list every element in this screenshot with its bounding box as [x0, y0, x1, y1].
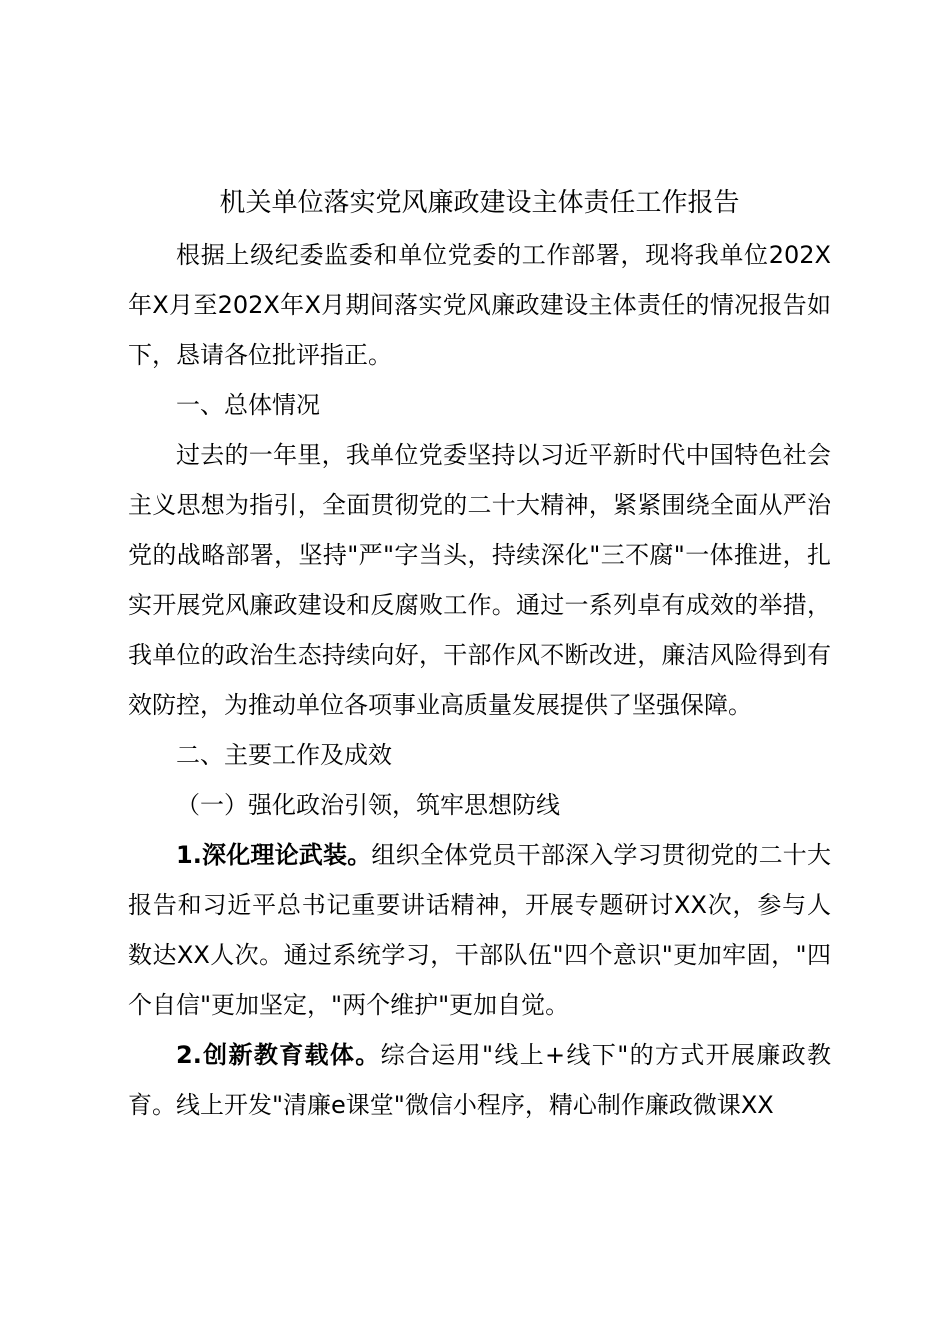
item-theory-paragraph	[128, 830, 831, 1030]
item-education-text: 综合运用"线上+线下"的方式开展廉政教育。线上开发"清廉e课堂"微信小程序，精心制作廉政微课XX	[128, 1041, 831, 1119]
item-theory-text: 组织全体党员干部深入学习贯彻党的二十大报告和习近平总书记重要讲话精神，开展专题研讨XX次，参与人数达XX人次。通过系统学习，干部队伍"四个意识"更加牢固，"四个自信"更加坚定，"两个维护"更加自觉。	[128, 841, 832, 1019]
overall-paragraph: 过去的一年里，我单位党委坚持以习近平新时代中国特色社会主义思想为指引，全面贯彻党的二十大精神，紧紧围绕全面从严治党的战略部署，坚持"严"字当头，持续深化"三不腐"一体推进，扎实开展党风廉政建设和反腐败工作。通过一系列卓有成效的举措，我单位的政治生态持续向好，干部作风不断改进，廉洁风险得到有效防控，为推动单位各项事业高质量发展提供了坚强保障。	[128, 441, 831, 719]
section-heading-main-work: 二、主要工作及成效	[176, 741, 392, 769]
section-heading-overall: 一、总体情况	[176, 391, 320, 419]
document-body	[128, 230, 831, 1130]
subheading-political-guidance: （一）强化政治引领，筑牢思想防线	[176, 791, 560, 819]
item-education-label: 2.创新教育载体。	[176, 1041, 381, 1069]
item-theory-label: 1.深化理论武装。	[176, 841, 372, 869]
document-title: 机关单位落实党风廉政建设主体责任工作报告	[219, 188, 740, 218]
item-education-paragraph	[128, 1030, 831, 1130]
intro-paragraph: 根据上级纪委监委和单位党委的工作部署，现将我单位202X年X月至202X年X月期间落实党风廉政建设主体责任的情况报告如下，恳请各位批评指正。	[128, 241, 831, 369]
